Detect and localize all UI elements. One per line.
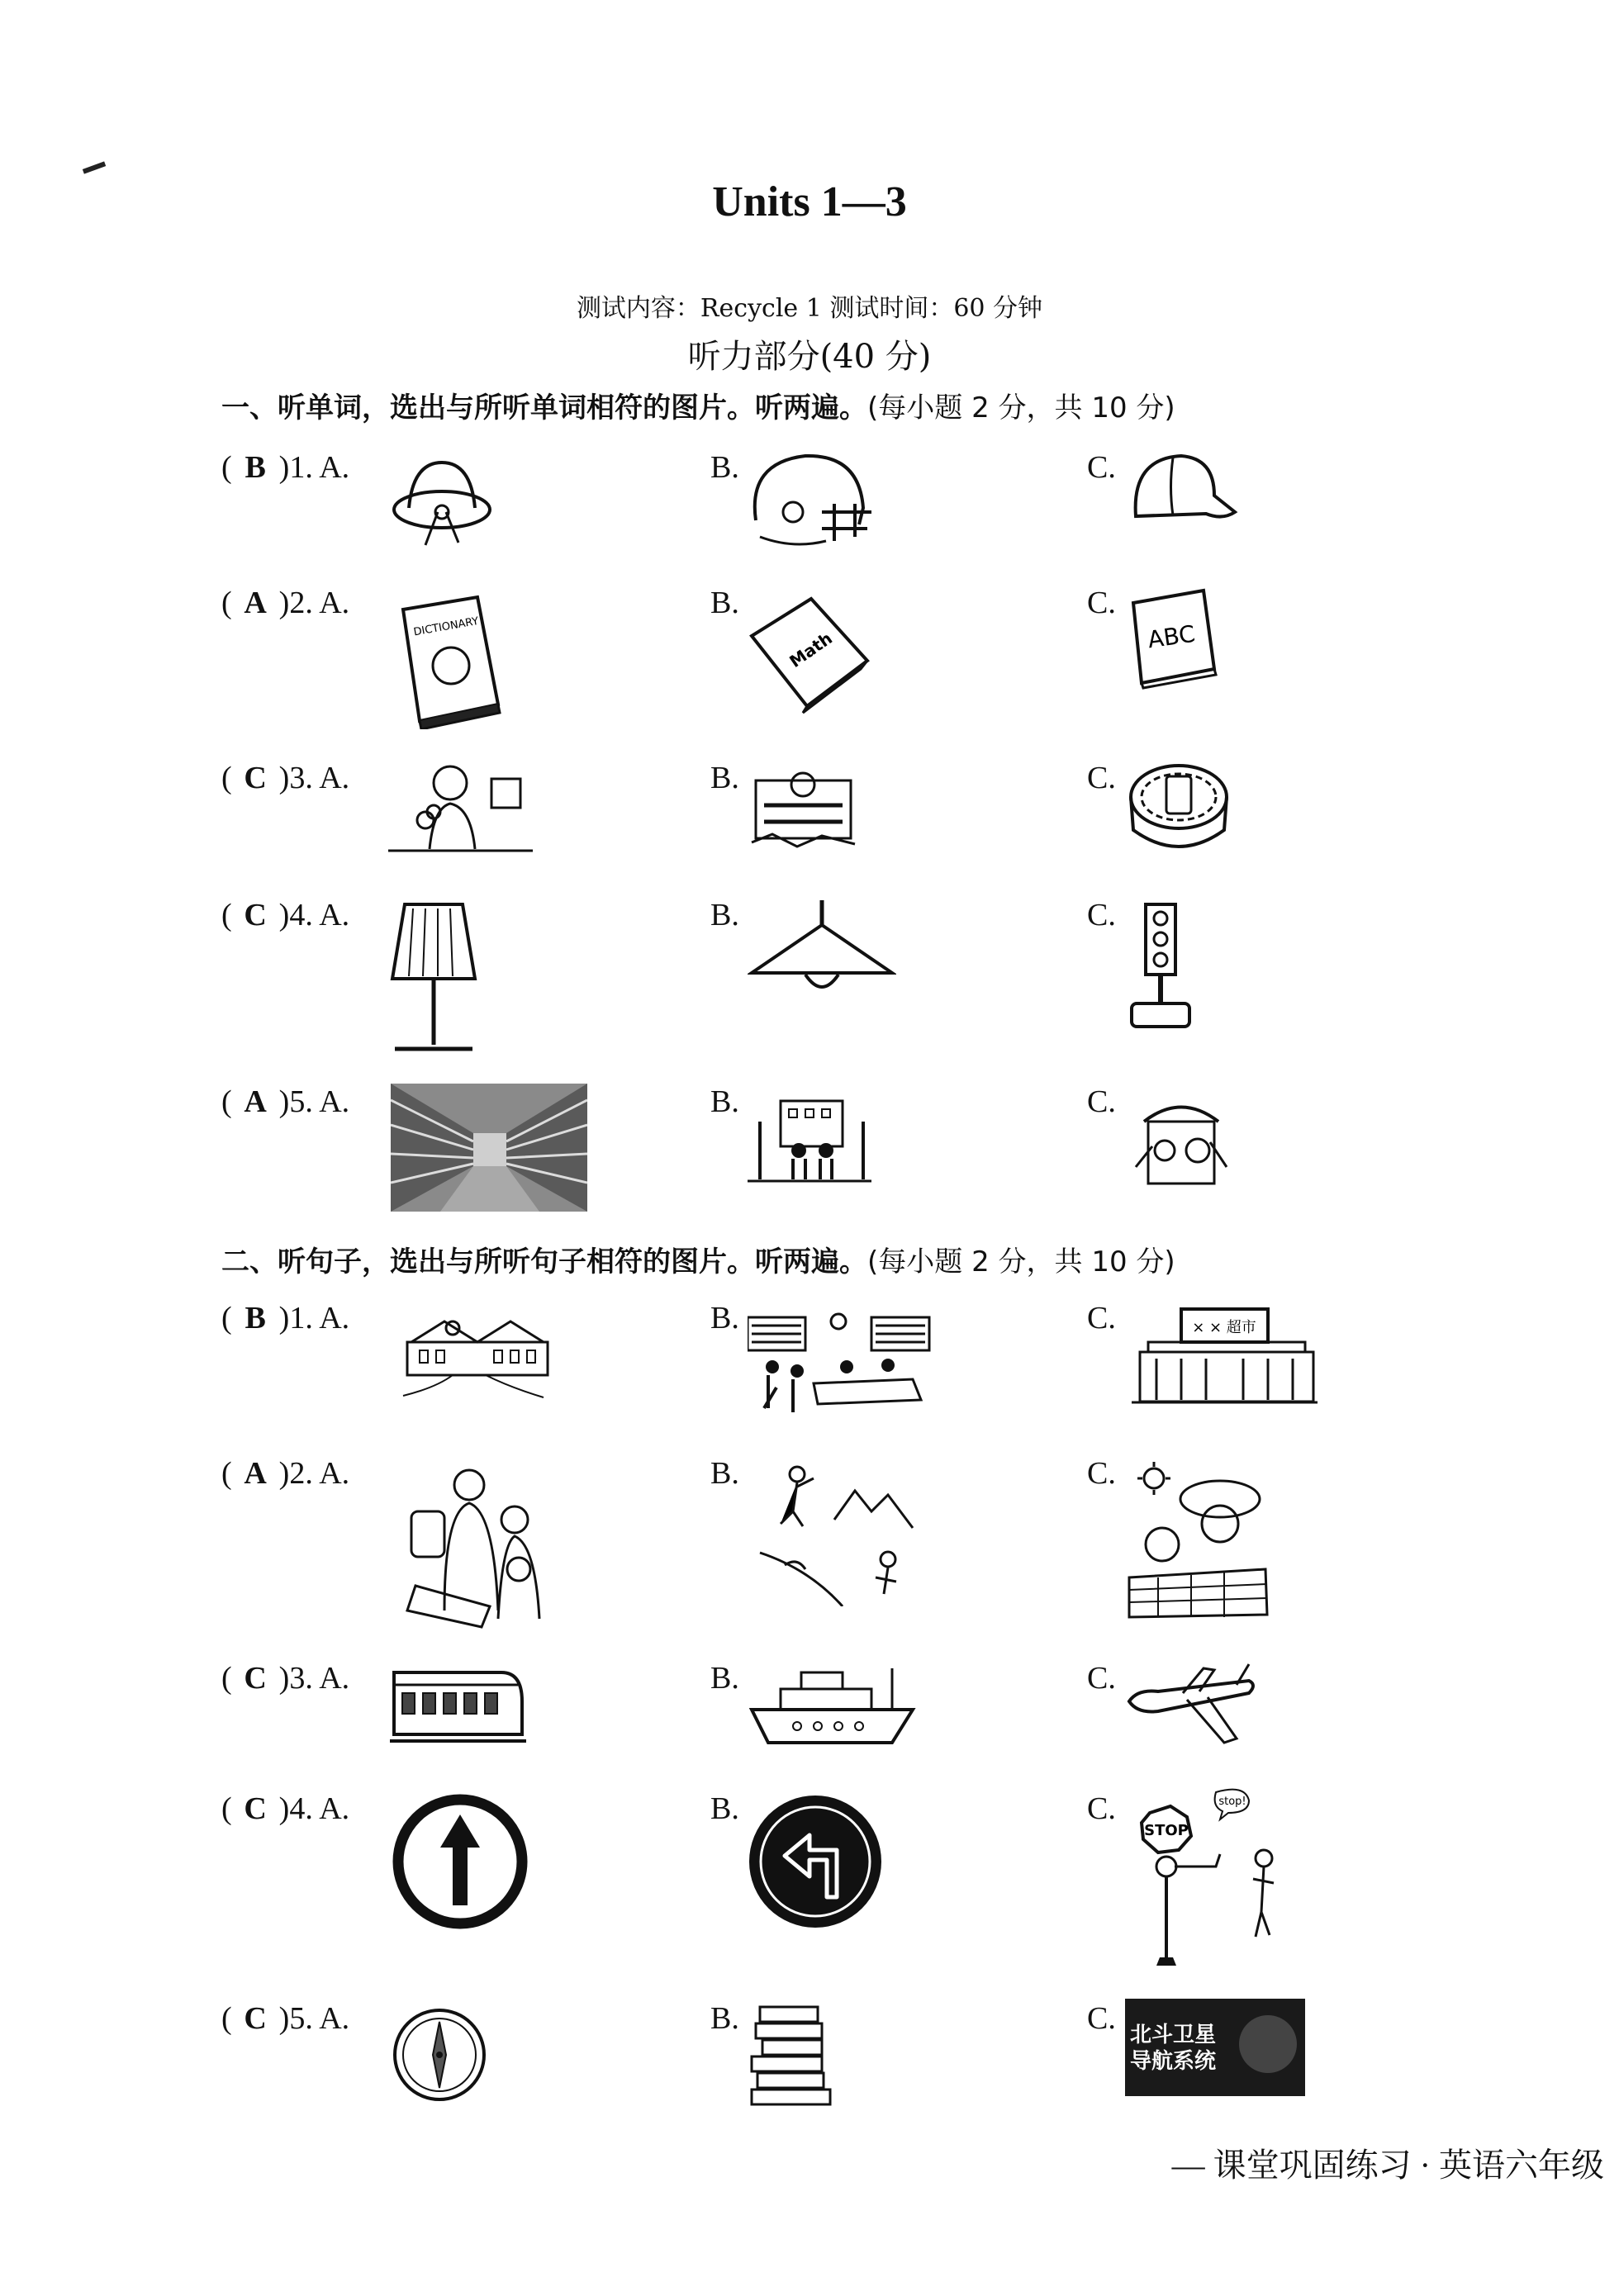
- beidou-caption: [1130, 2022, 1216, 2075]
- question-1-5: ( A )5. A.: [221, 1084, 350, 1119]
- answer: A: [244, 1456, 267, 1491]
- dictionary-book-icon[interactable]: [395, 593, 506, 729]
- beidou-photo[interactable]: [1125, 1999, 1305, 2096]
- stop-sign-text: STOP: [1144, 1822, 1189, 1839]
- option-b-label: B.: [710, 898, 739, 932]
- mountain-climbing-icon[interactable]: [752, 1462, 917, 1606]
- option-b-label: B.: [710, 1791, 739, 1826]
- beidou-line-2: 导航系统: [1130, 2049, 1217, 2074]
- turn-left-sign-icon[interactable]: [748, 1794, 884, 1930]
- beidou-line-1: 北斗卫星: [1130, 2023, 1217, 2047]
- option-c-label: C.: [1087, 1661, 1116, 1696]
- answer: C: [244, 898, 267, 932]
- baseball-cap-icon[interactable]: [1123, 446, 1239, 537]
- stop-sign-boy-icon[interactable]: [1125, 1788, 1282, 1970]
- option-b-label: B.: [710, 2001, 739, 2036]
- ceiling-lamp-icon[interactable]: [748, 900, 896, 995]
- question-2-2: ( A )2. A.: [221, 1456, 350, 1491]
- option-c-label: C.: [1087, 1301, 1116, 1335]
- abc-label: ABC: [1146, 619, 1197, 654]
- plane-icon[interactable]: [1125, 1660, 1257, 1751]
- option-c-label: C.: [1087, 898, 1116, 932]
- supermarket-building-icon[interactable]: [1132, 1305, 1318, 1408]
- page-footer: — 课堂巩固练习 · 英语六年级: [1171, 2147, 1604, 2184]
- answer: B: [245, 450, 266, 485]
- teacher-flowers-icon[interactable]: [388, 758, 537, 861]
- traffic-light-icon[interactable]: [1128, 900, 1194, 1032]
- answer: C: [244, 1661, 267, 1696]
- answer: B: [245, 1301, 266, 1335]
- earth-image: [1239, 2015, 1297, 2073]
- page-title: Units 1—3: [712, 178, 907, 225]
- sun-hat-icon[interactable]: [388, 450, 496, 553]
- question-1-1: ( B )1. A.: [221, 450, 350, 485]
- option-b-label: B.: [710, 1661, 739, 1696]
- question-1-2: ( A )2. A.: [221, 586, 350, 620]
- ship-icon[interactable]: [748, 1660, 921, 1751]
- football-helmet-icon[interactable]: [743, 446, 876, 553]
- option-c-label: C.: [1087, 761, 1116, 795]
- question-2-5: ( C )5. A.: [221, 2001, 350, 2036]
- option-b-label: B.: [710, 1456, 739, 1491]
- answer: A: [244, 586, 267, 620]
- train-icon[interactable]: [390, 1660, 526, 1747]
- question-2-1: ( B )1. A.: [221, 1301, 350, 1335]
- math-label: Math: [786, 628, 836, 672]
- dictionary-label: DICTIONARY: [412, 614, 480, 639]
- question-2-4: ( C )4. A.: [221, 1791, 350, 1826]
- option-c-label: C.: [1087, 586, 1116, 620]
- math-book-icon[interactable]: [745, 591, 873, 714]
- question-2-3: ( C )3. A.: [221, 1661, 350, 1696]
- travelling-family-icon[interactable]: [395, 1462, 552, 1631]
- option-b-label: B.: [710, 761, 739, 795]
- shop-icon[interactable]: [1128, 1089, 1235, 1196]
- picnic-icon[interactable]: [1125, 1462, 1270, 1619]
- table-lamp-icon[interactable]: [388, 900, 479, 1053]
- question-1-3: ( C )3. A.: [221, 761, 350, 795]
- compass-icon[interactable]: [390, 2005, 489, 2104]
- option-b-label: B.: [710, 1301, 739, 1335]
- book-stack-icon[interactable]: [748, 2003, 834, 2106]
- abc-book-icon[interactable]: [1125, 582, 1220, 690]
- answer: A: [244, 1084, 267, 1119]
- school-gate-icon[interactable]: [748, 1089, 871, 1188]
- option-b-label: B.: [710, 586, 739, 620]
- option-c-label: C.: [1087, 450, 1116, 485]
- answer: C: [244, 2001, 267, 2036]
- listening-heading: 听力部分(40 分): [687, 338, 932, 376]
- option-c-label: C.: [1087, 1456, 1116, 1491]
- option-b-label: B.: [710, 450, 739, 485]
- store-sign-text: × × 超市: [1192, 1319, 1256, 1336]
- answer: C: [244, 761, 267, 795]
- option-c-label: C.: [1087, 2001, 1116, 2036]
- section-1-heading: 一、听单词，选出与所听单词相符的图片。听两遍。(每小题 2 分，共 10 分): [221, 391, 1175, 425]
- pen-mark: [83, 161, 106, 173]
- library-scene-icon[interactable]: [748, 1309, 933, 1416]
- school-building-icon[interactable]: [395, 1305, 552, 1400]
- festival-sign-icon[interactable]: [748, 760, 859, 851]
- speech-bubble-text: stop!: [1218, 1796, 1246, 1808]
- test-info: 测试内容：Recycle 1 测试时间：60 分钟: [576, 294, 1043, 323]
- go-straight-sign-icon[interactable]: [392, 1794, 529, 1930]
- answer: C: [244, 1791, 267, 1826]
- question-1-4: ( C )4. A.: [221, 898, 350, 932]
- section-2-heading: 二、听句子，选出与所听句子相符的图片。听两遍。(每小题 2 分，共 10 分): [221, 1245, 1175, 1278]
- option-c-label: C.: [1087, 1084, 1116, 1119]
- option-b-label: B.: [710, 1084, 739, 1119]
- mooncake-icon[interactable]: [1125, 760, 1232, 859]
- supermarket-aisle-photo[interactable]: [391, 1084, 587, 1212]
- option-c-label: C.: [1087, 1791, 1116, 1826]
